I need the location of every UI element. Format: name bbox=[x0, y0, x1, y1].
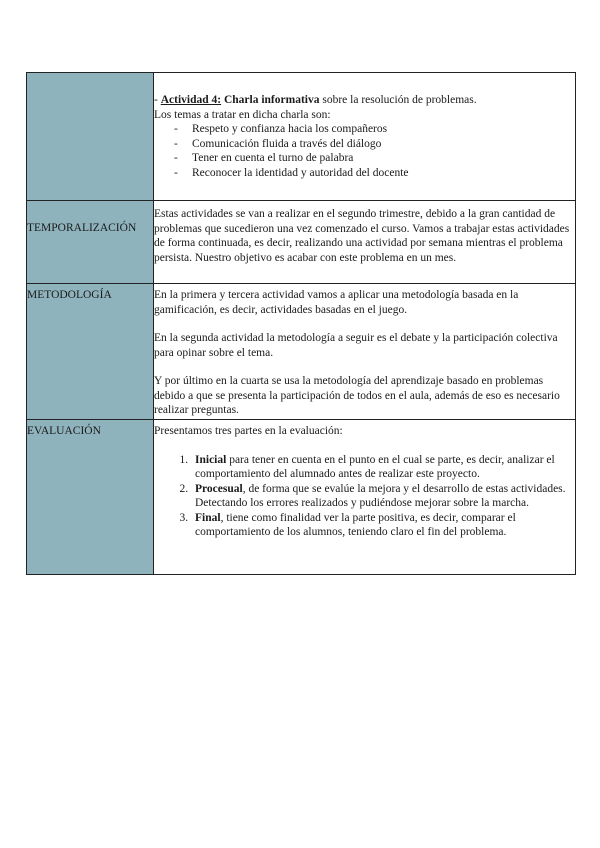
row-label-metodologia bbox=[27, 284, 154, 420]
evaluacion-list bbox=[154, 453, 575, 540]
activity-heading bbox=[154, 93, 575, 108]
row-content-temporalizacion bbox=[154, 201, 576, 284]
activity-title: Actividad 4: bbox=[160, 94, 222, 106]
table-row-actividad bbox=[27, 73, 576, 201]
topic-item: - Comunicación fluida a través del diálogo bbox=[174, 137, 575, 152]
metodologia-paragraph: En la primera y tercera actividad vamos a aplicar una metodología basada en la gamificación, es decir, actividades basadas en el juego. bbox=[154, 289, 519, 316]
evaluacion-term: Procesual bbox=[195, 482, 243, 495]
evaluacion-item bbox=[191, 511, 575, 540]
evaluacion-item bbox=[191, 453, 575, 482]
activity-text: sobre la resolución de problemas. bbox=[319, 94, 477, 106]
row-label-temporalizacion bbox=[27, 201, 154, 284]
evaluacion-item-text: para tener en cuenta en el punto en el cual se parte, es decir, analizar el comportamiento del alumnado antes de realizar este proyecto. bbox=[195, 453, 555, 480]
activity-subtitle: Charla informativa bbox=[223, 94, 320, 106]
row-label-empty bbox=[27, 73, 154, 201]
topic-item: - Tener en cuenta el turno de palabra bbox=[174, 151, 575, 166]
table-row-metodologia bbox=[27, 284, 576, 420]
metodologia-paragraph: Y por último en la cuarta se usa la metodología del aprendizaje basado en problemas debido a que se presenta la participación de todos en el aula, además de eso es necesario realizar preguntas. bbox=[154, 375, 560, 416]
row-label-evaluacion bbox=[27, 420, 154, 575]
topic-item: - Reconocer la identidad y autoridad del docente bbox=[174, 166, 575, 181]
evaluacion-term: Inicial bbox=[195, 453, 227, 466]
planning-table bbox=[26, 72, 576, 575]
activity-dash: - bbox=[154, 94, 161, 106]
topic-item: - Respeto y confianza hacia los compañeros bbox=[174, 122, 575, 137]
table-row-temporalizacion bbox=[27, 201, 576, 284]
label-evaluacion: EVALUACIÓN bbox=[27, 425, 101, 437]
metodologia-paragraph: En la segunda actividad la metodología a seguir es el debate y la participación colectiva para opinar sobre el tema. bbox=[154, 332, 558, 359]
evaluacion-term: Final bbox=[195, 511, 221, 524]
row-content-metodologia bbox=[154, 284, 576, 420]
row-content-evaluacion bbox=[154, 420, 576, 575]
evaluacion-item bbox=[191, 482, 575, 511]
row-content-actividad bbox=[154, 73, 576, 201]
topics-list bbox=[154, 122, 575, 180]
label-metodologia: METODOLOGÍA bbox=[27, 289, 112, 301]
activity-intro: Los temas a tratar en dicha charla son: bbox=[154, 108, 331, 121]
label-temporalizacion: TEMPORALIZACIÓN bbox=[27, 222, 137, 234]
evaluacion-item-text: , tiene como finalidad ver la parte positiva, es decir, comparar el comportamiento de los alumnos, teniendo claro el fin del problema. bbox=[195, 511, 516, 538]
table-row-evaluacion bbox=[27, 420, 576, 575]
temporalizacion-text: Estas actividades se van a realizar en el segundo trimestre, debido a la gran cantidad de problemas que sucedieron una vez comenzado el curso. Vamos a trabajar estas actividades de forma continuada, es decir, realizando una actividad por semana mientras el problema persista. Nuestro objetivo es acabar con este problema en un mes. bbox=[154, 208, 570, 264]
evaluacion-item-text: , de forma que se evalúe la mejora y el desarrollo de estas actividades. Detectando los errores realizados y pudiéndose mejorar sobre la marcha. bbox=[195, 482, 566, 509]
evaluacion-intro: Presentamos tres partes en la evaluación: bbox=[154, 425, 343, 437]
